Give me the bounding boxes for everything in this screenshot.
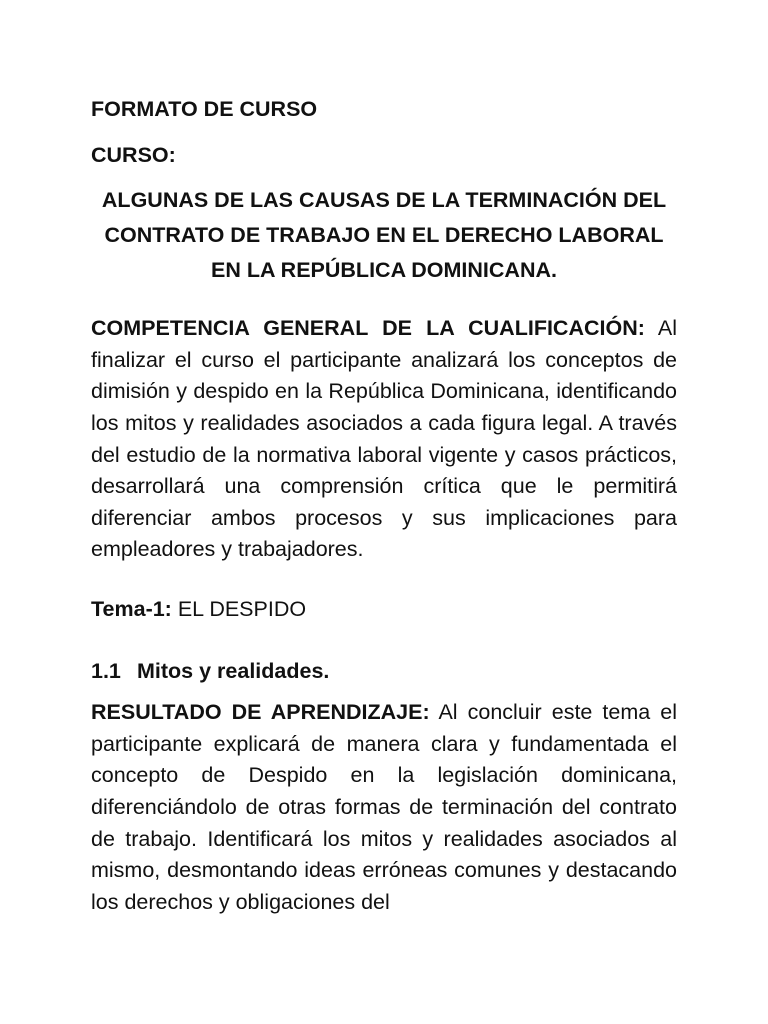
course-title: ALGUNAS DE LAS CAUSAS DE LA TERMINACIÓN DEL CONTRATO DE TRABAJO EN EL DERECHO LABORAL EN LA REPÚBLICA DOMINICANA. bbox=[101, 188, 667, 282]
competencia-label: COMPETENCIA GENERAL DE LA CUALIFICACIÓN: bbox=[91, 316, 645, 341]
tema-text: EL DESPIDO bbox=[177, 597, 307, 622]
subtema-title: Mitos y realidades. bbox=[137, 658, 330, 683]
resultado-label: RESULTADO DE APRENDIZAJE: bbox=[91, 700, 430, 725]
tema-label: Tema-1: bbox=[91, 597, 172, 622]
competencia-paragraph bbox=[91, 313, 677, 566]
subtema-number: 1.1 bbox=[91, 658, 121, 683]
resultado-paragraph bbox=[91, 697, 677, 918]
format-heading: FORMATO DE CURSO bbox=[91, 97, 318, 121]
resultado-text: Al concluir este tema el participante explicará de manera clara y fundamentada el concepto de Despido en la legislación dominicana, diferenciándolo de otras formas de terminación del contrato de trabajo. Identificará los mitos y realidades asociados al mismo, desmontando ideas erróneas comunes y destacando los derechos y obligaciones del bbox=[91, 700, 677, 914]
document-page bbox=[91, 94, 677, 918]
tema-heading bbox=[91, 594, 677, 626]
curso-label: CURSO: bbox=[91, 142, 176, 167]
subtema-heading bbox=[91, 656, 677, 688]
competencia-text: Al finalizar el curso el participante analizará los conceptos de dimisión y despido en la República Dominicana, identificando los mitos y realidades asociados a cada figura legal. A través del estudio de la normativa laboral vigente y casos prácticos, desarrollará una comprensión crítica que le permitirá diferenciar ambos procesos y sus implicaciones para empleadores y trabajadores. bbox=[91, 316, 677, 562]
